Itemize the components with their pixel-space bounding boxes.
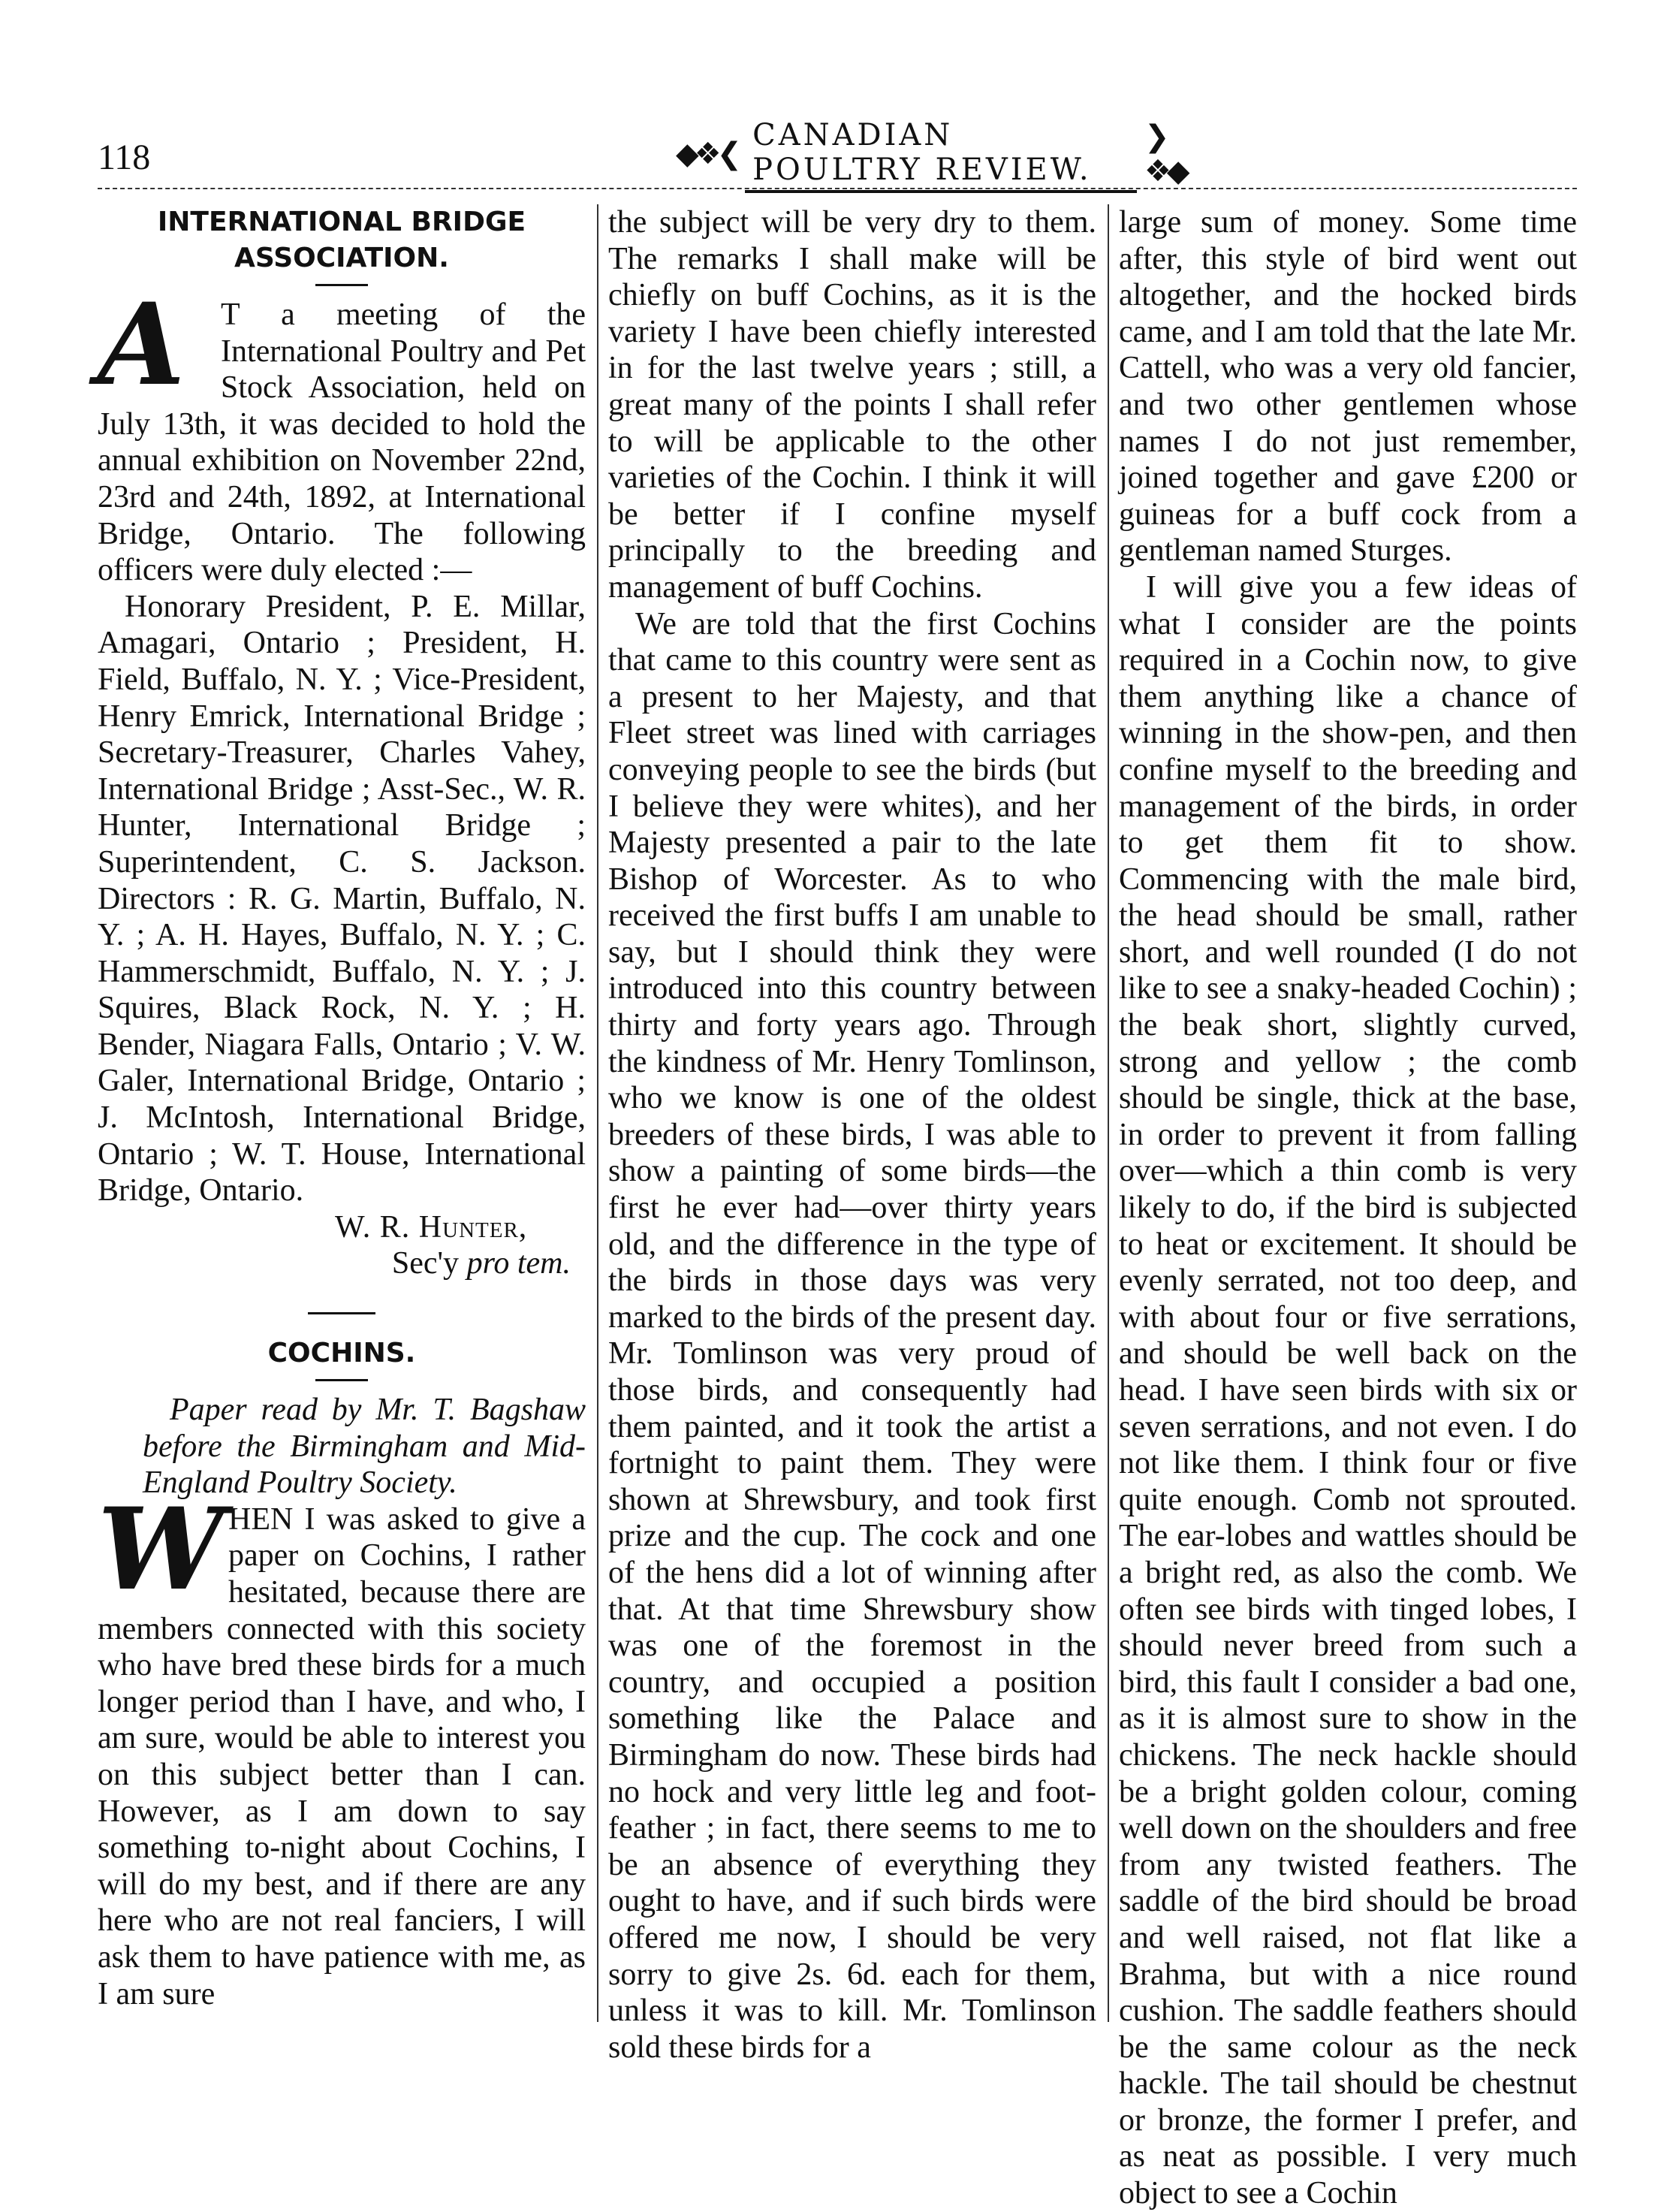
article-headline: INTERNATIONAL BRIDGE ASSOCIATION. <box>157 207 526 273</box>
signature-name: W. R. Hunter, <box>335 1209 528 1245</box>
paragraph: the subject will be very dry to them. The remarks I shall make will be chiefly on buff Cochins, as it is the variety I have been chiefly interested in for the last twelve years ; still, a great many of the points I shall refer to will be applicable to the other varieties of the Cochin. I think it will be better if I confine myself principally to the breeding and management of buff Cochins. <box>608 205 1096 605</box>
page-number: 118 <box>98 137 151 177</box>
signature-title-italic: pro tem. <box>466 1246 571 1281</box>
paragraph: We are told that the first Cochins that came to this country were sent as a present to her Majesty, and that Fleet street was lined with carriages conveying people to see the birds (but I believe they were whites), and her Majesty presented a pair to the late Bishop of Worcester. As to who received the first buffs I am unable to say, but I should think they were introduced into this country between thirty and forty years ago. Through the kindness of Mr. Henry Tomlinson, who we know is one of the oldest breeders of these birds, I was able to show a painting of some birds—the first he ever had—over thirty years old, and the difference in the type of the birds in those days was very marked to the birds of the present day. Mr. Tomlinson was very proud of those birds, and consequently had them painted, and it took the artist a fortnight to paint them. They were shown at Shrewsbury, and took first prize and the cup. The cock and one of the hens did a lot of winning after that. At that time Shrewsbury show was one of the foremost in the country, and occupied a position something like the Palace and Birmingham do now. These birds had no hock and very little leg and foot-feather ; in fact, there seems to me to be an absence of everything they ought to have, and if such birds were offered me now, I should be very sorry to give 2s. 6d. each for them, unless it was to kill. Mr. Tomlinson sold these birds for a <box>608 606 1096 2065</box>
signature-title <box>98 1245 586 1282</box>
header-rule <box>98 188 1577 189</box>
headline-rule <box>315 1379 368 1381</box>
drop-cap-letter: W <box>98 1483 225 1616</box>
masthead-ornament-left-icon: ◆❖❮ <box>676 137 738 171</box>
headline-rule <box>315 284 368 286</box>
intro-text: T a meeting of the International Poultry and Pet Stock Association, held on July 13th, it was decided to hold the annual exhibition on November 22nd, 23rd and 24th, 1892, at International Bridge, Ontario. The following officers were duly elected :— <box>98 297 586 588</box>
article-headline: COCHINS. <box>267 1338 416 1369</box>
signature-title-prefix: Sec'y <box>391 1246 460 1281</box>
column-2 <box>608 204 1096 2065</box>
paragraph: I will give you a few ideas of what I consider are the points required in a Cochin now, to give them anything like a chance of winning in the show-pen, and then confine myself to the breeding and management of the birds, in order to get them fit to show. Commencing with the male bird, the head should be small, rather short, and well rounded (I do not like to see a snaky-headed Cochin) ; the beak short, slightly curved, strong and yellow ; the comb should be single, thick at the base, in order to prevent it from falling over—which a thin comb is very likely to do, if the bird is subjected to heat or excitement. It should be evenly serrated, not too deep, and with about four or five serrations, and should be well back on the head. I have seen birds with six or seven serrations, and not even. I do not like them. I think four or five quite enough. Comb not sprouted. The ear-lobes and wattles should be a bright red, as also the comb. We often see birds with tinged lobes, I should never breed from such a bird, this fault I consider a bad one, as it is almost sure to show in the chickens. The neck hackle should be a bright golden colour, coming well down on the shoulders and free from any twisted feathers. The saddle of the bird should be broad and well raised, not flat like a Brahma, but with a nice round cushion. The saddle feathers should be the same colour as the neck hackle. The tail should be chestnut or bronze, the former I prefer, and as neat as possible. I very much object to see a Cochin <box>1119 569 1577 2211</box>
section-rule <box>308 1312 375 1314</box>
text-columns <box>98 204 1577 2211</box>
paragraph: large sum of money. Some time after, this style of bird went out altogether, and the hocked birds came, and I am told that the late Mr. Cattell, who was a very old fancier, and two other gentlemen whose names I do not just remember, joined together and gave £200 or guineas for a buff cock from a gentleman named Sturges. <box>1119 205 1577 569</box>
body-text: HEN I was asked to give a paper on Cochins, I rather hesitated, because there are members connected with this society who have bred these birds for a much longer period than I have, and who, I am sure, would be able to interest you on this subject better than I can. However, as I am down to say something to-night about Cochins, I will do my best, and if there are any here who are not real fanciers, I will ask them to have patience with me, as I am sure <box>98 1501 586 2011</box>
officers-list: Honorary President, P. E. Millar, Amagari, Ontario ; President, H. Field, Buffalo, N. Y. ; Vice-President, Henry Emrick, International Bridge ; Secretary-Treasurer, Charles Vahey, International Bridge ; Asst-Sec., W. R. Hunter, International Bridge ; Superintendent, C. S. Jackson. Directors : R. G. Martin, Buffalo, N. Y. ; A. H. Hayes, Buffalo, N. Y. ; C. Hammerschmidt, Buffalo, N. Y. ; J. Squires, Black Rock, N. Y. ; H. Bender, Niagara Falls, Ontario ; V. W. Galer, International Bridge, Ontario ; J. McIntosh, International Bridge, Ontario ; W. T. House, International Bridge, Ontario. <box>98 589 586 1209</box>
article-body <box>98 1483 586 2012</box>
column-divider <box>1108 204 1109 2022</box>
column-3 <box>1119 204 1577 2211</box>
article-byline: Paper read by Mr. T. Bagshaw before the Birmingham and Mid-England Poultry Society. <box>143 1393 586 1501</box>
masthead-ornament-right-icon: ❯❖◆ <box>1144 119 1186 189</box>
article-intro <box>98 279 586 589</box>
drop-cap-letter: A <box>98 279 185 411</box>
page-header <box>90 120 1577 188</box>
column-divider <box>597 204 598 2022</box>
masthead-title: CANADIAN POULTRY REVIEW. <box>745 115 1137 193</box>
masthead <box>676 120 1186 188</box>
column-1 <box>98 204 586 2022</box>
